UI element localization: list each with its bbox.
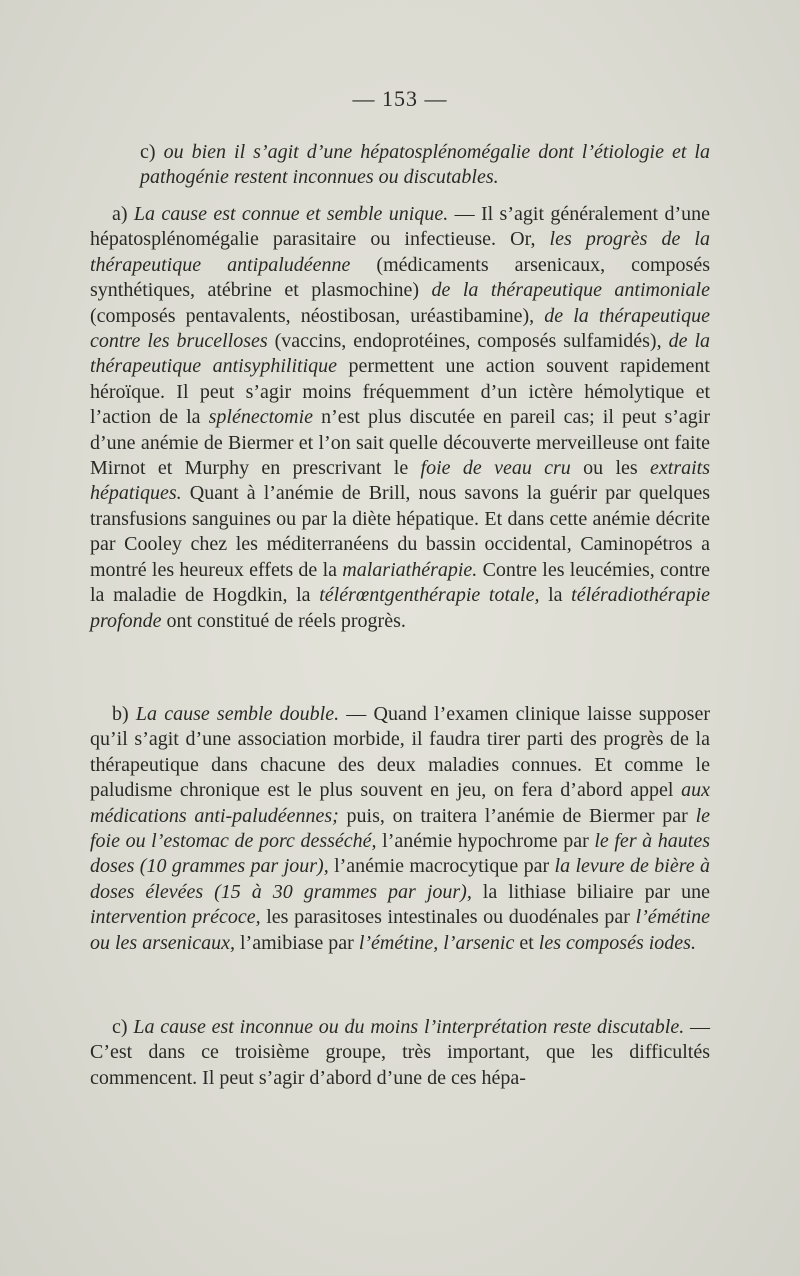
section-b-heading: La cause semble double.: [135, 703, 340, 725]
section-a-emphasis: télérœntgenthérapie totale,: [319, 584, 540, 607]
section-a-text: (médicaments arsenicaux, composés synthétiques, atébrine et plasmochine): [90, 253, 711, 302]
section-a-text: Contre les leucémies, contre la maladie de Hogdkin, la: [90, 558, 710, 607]
section-a: [90, 202, 710, 634]
section-b-label: b): [112, 703, 129, 725]
section-a-emphasis: splénectomie: [208, 406, 314, 429]
section-a-text: n’est plus discutée en pareil cas; il peut s’agir d’une anémie de Biermer et l’on sait quelle découverte merveilleuse ont faite Mirnot et Murphy en prescrivant le: [90, 406, 710, 480]
section-a-text: permettent une action souvent rapidement héroïque. Il peut s’agir moins fréquemment d’un ictère hémolytique et l’action de la: [90, 355, 710, 429]
section-b-emphasis: intervention précoce,: [90, 906, 261, 929]
section-a-emphasis: de la thérapeutique contre les brucelloses: [90, 304, 710, 353]
section-a-emphasis: de la thérapeutique antisyphilitique: [90, 330, 710, 378]
section-b-emphasis: aux médications anti-paludéennes;: [90, 779, 710, 827]
section-a-emphasis: téléradiothérapie profonde: [90, 584, 711, 632]
section-b-emphasis: le foie ou l’estomac de porc desséché,: [90, 804, 710, 853]
section-a-emphasis: extraits hépatiques.: [90, 457, 711, 505]
section-a-text: — Il s’agit généralement d’une hépatosplénomégalie parasitaire ou infectieuse. Or,: [90, 203, 710, 251]
section-a-text: (vaccins, endoprotéines, composés sulfamidés),: [267, 330, 669, 353]
section-c-heading: La cause est inconnue ou du moins l’interprétation reste discutable.: [133, 1016, 685, 1038]
section-b-emphasis: le fer à hautes doses (10 grammes par jour),: [90, 830, 710, 878]
section-b-text: et: [514, 931, 539, 954]
section-a-emphasis: malariathérapie.: [342, 558, 478, 581]
section-b-text: l’anémie macrocytique par: [328, 855, 555, 878]
page-number: — 153 —: [352, 86, 448, 111]
section-b-emphasis: les composés iodes.: [538, 931, 696, 954]
section-a-text: la: [539, 584, 572, 607]
section-b-text: les parasitoses intestinales ou duodénales par: [260, 906, 636, 929]
section-b: [90, 702, 710, 956]
section-b-text: puis, on traitera l’anémie de Biermer par: [338, 804, 696, 827]
section-a-label: a): [112, 203, 128, 225]
section-b-emphasis: la levure de bière à doses élevées (15 à 30 grammes par jour),: [90, 855, 711, 903]
section-a-text: ont constitué de réels progrès.: [161, 609, 406, 632]
section-b-emphasis: l’émétine, l’arsenic: [358, 931, 515, 954]
section-a-heading: La cause est connue et semble unique.: [133, 203, 449, 225]
section-b-emphasis: l’émétine ou les arsenicaux,: [90, 906, 710, 954]
section-a-emphasis: de la thérapeutique antimoniale: [431, 279, 710, 302]
section-b-text: la lithiase biliaire par une: [471, 880, 710, 903]
section-a-emphasis: les progrès de la thérapeutique antipaludéenne: [90, 228, 710, 276]
section-c-text: — C’est dans ce troisième groupe, très important, que les difficultés commencent. Il peut s’agir d’abord d’une de ces hépa-: [90, 1016, 711, 1089]
section-b-text: — Quand l’examen clinique laisse supposer qu’il s’agit d’une association morbide, il faudra tirer parti des progrès de la thérapeutique dans chacune des deux maladies connues. Et comme le paludisme chronique est le plus souvent en jeu, on fera d’abord appel: [90, 703, 710, 802]
section-a-text: (composés pentavalents, néostibosan, uréastibamine),: [90, 304, 545, 327]
section-c: [90, 1015, 710, 1091]
intro-paragraph: [140, 140, 710, 191]
section-b-text: l’amibiase par: [234, 931, 359, 954]
intro-text: ou bien il s’agit d’une hépatosplénomégalie dont l’étiologie et la pathogénie restent inconnues ou discutables.: [140, 141, 710, 189]
section-a-emphasis: foie de veau cru: [420, 457, 571, 480]
section-a-text: Quant à l’anémie de Brill, nous savons la guérir par quelques transfusions sanguines ou par la diète hépatique. Et dans cette anémie décrite par Cooley chez les méditerranéens du bassin occidental, Caminopétros a montré les heureux effets de la: [90, 482, 710, 581]
intro-label: c): [140, 141, 156, 163]
section-a-text: ou les: [570, 457, 651, 480]
section-b-text: l’anémie hypochrome par: [376, 830, 595, 853]
section-c-label: c): [112, 1016, 128, 1038]
